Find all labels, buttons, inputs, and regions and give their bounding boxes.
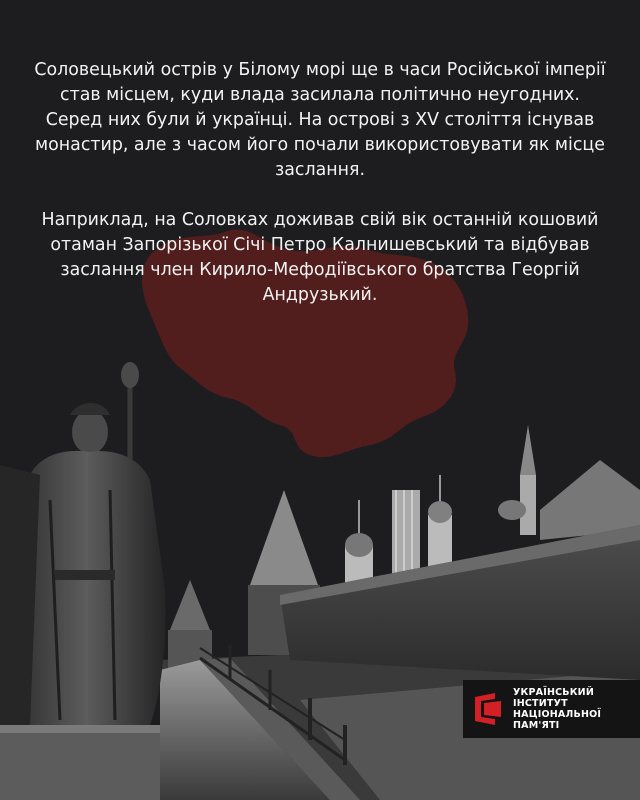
article-text [30, 58, 610, 308]
logo-line-2: ІНСТИТУТ [513, 698, 568, 709]
logo-line-1: УКРАЇНСЬКИЙ [513, 687, 594, 698]
logo-line-3: НАЦІОНАЛЬНОЇ [513, 709, 602, 720]
institute-logo-mark-icon [463, 680, 513, 738]
paragraph-2: Наприклад, на Соловках доживав свій вік останній кошовий отаман Запорізької Січі Петро Калнишевський та відбував заслання член Кирило-Мефодіївського братства Георгій Андрузький. [41, 210, 599, 305]
logo-line-4: ПАМ'ЯТІ [513, 720, 560, 731]
institute-logo-text [513, 687, 601, 731]
institute-logo [463, 680, 640, 738]
paragraph-1: Соловецький острів у Білому морі ще в часи Російської імперії став місцем, куди влада засилала політично неугодних. Серед них були й українці. На острові з XV століття існував монастир, але з часом його почали використовувати як місце заслання. [34, 60, 606, 180]
